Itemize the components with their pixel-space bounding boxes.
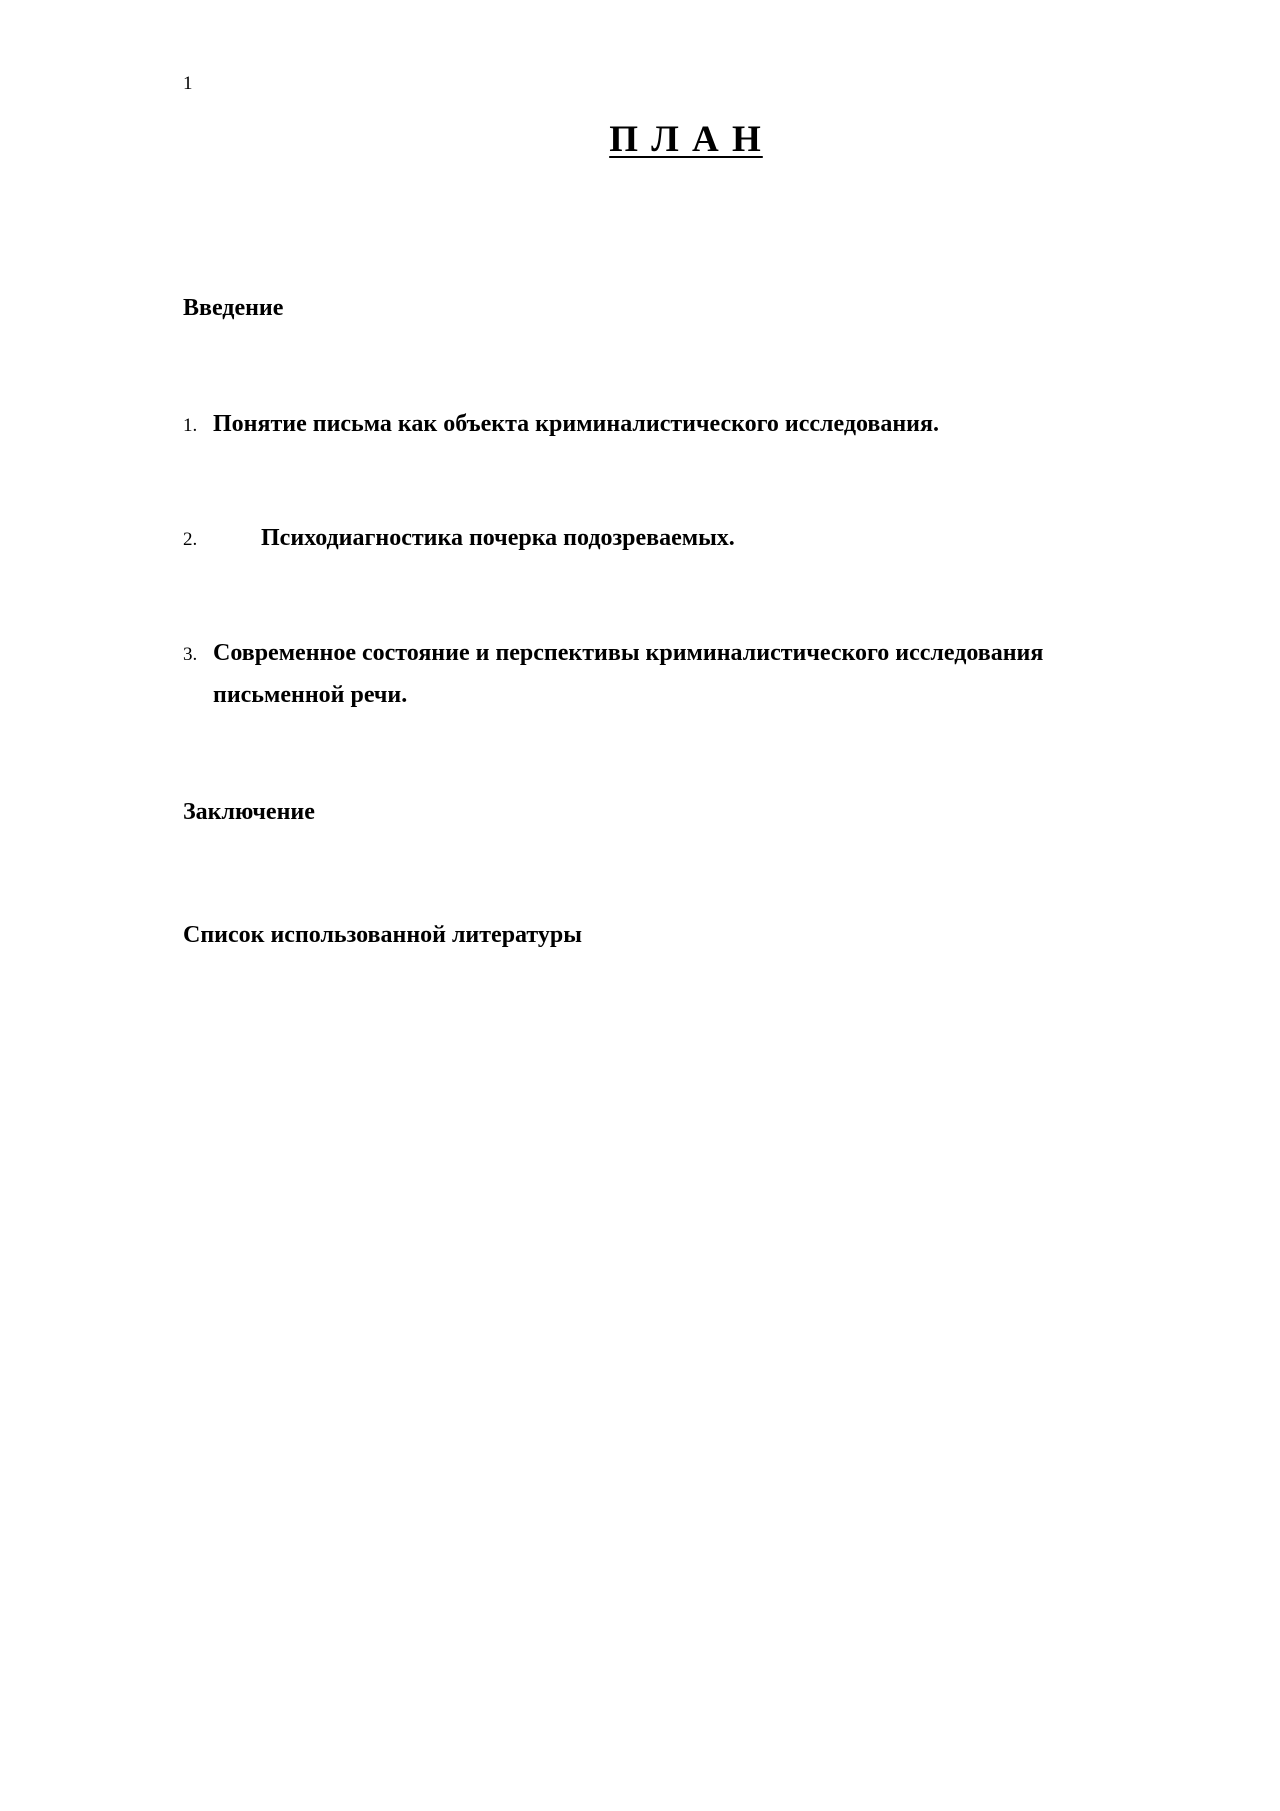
plan-item-1-number: 1. (183, 415, 198, 436)
plan-item-2-text: Психодиагностика почерка подозреваемых. (261, 525, 735, 551)
plan-conclusion-heading: Заключение (183, 799, 315, 825)
plan-item-1-text: Понятие письма как объекта криминалистического исследования. (213, 411, 939, 437)
plan-item-1 (183, 403, 1123, 447)
plan-item-3 (183, 632, 1123, 716)
plan-intro-heading: Введение (183, 295, 284, 321)
plan-item-2 (183, 517, 1123, 561)
page-number: 1 (183, 73, 193, 94)
plan-item-2-number: 2. (183, 529, 198, 550)
plan-item-3-text: Современное состояние и перспективы криминалистического исследования письменной речи. (213, 640, 1044, 708)
plan-bibliography-heading: Список использованной литературы (183, 922, 582, 948)
page-title: П Л А Н (609, 119, 763, 160)
plan-item-3-number: 3. (183, 644, 198, 665)
